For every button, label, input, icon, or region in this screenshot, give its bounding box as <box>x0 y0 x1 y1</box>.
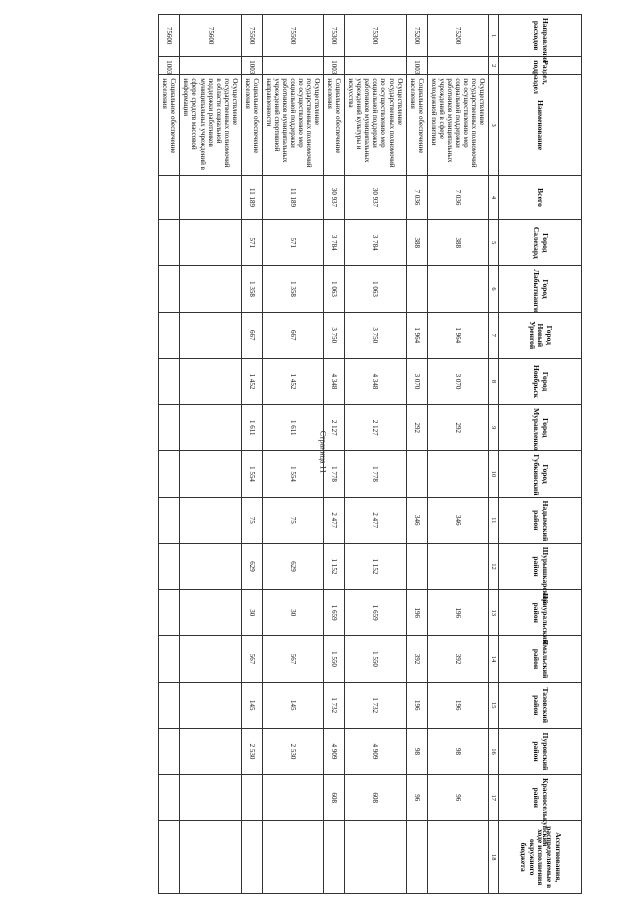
amount-cell <box>262 821 323 894</box>
amount-cell <box>406 543 427 589</box>
amount-cell: 98 <box>427 728 488 774</box>
amount-cell: 1 550 <box>345 636 406 682</box>
amount-cell: 2 530 <box>262 728 323 774</box>
column-number: 14 <box>489 636 499 682</box>
table-row <box>159 15 180 894</box>
column-number: 4 <box>489 175 499 219</box>
amount-cell: 1 611 <box>241 405 262 451</box>
amount-cell: 1 554 <box>262 451 323 497</box>
item-name-cell: Социальное обеспечение населения <box>241 75 262 176</box>
item-name-cell: Осуществление государственных полномочий по осуществлению мер социальной поддержки работников муниципальных учреждений спортивной направленности <box>262 75 323 176</box>
amount-cell <box>180 266 241 312</box>
amount-cell: 2 477 <box>345 497 406 543</box>
amount-cell <box>427 543 488 589</box>
amount-cell: 75 <box>241 497 262 543</box>
amount-cell: 392 <box>427 636 488 682</box>
column-number: 6 <box>489 266 499 312</box>
amount-cell <box>427 266 488 312</box>
amount-cell: 1 778 <box>324 451 345 497</box>
section-code-cell: 1003 <box>324 57 345 75</box>
amount-cell: 1 778 <box>345 451 406 497</box>
expense-code-cell: 75500 <box>262 15 323 57</box>
amount-cell <box>159 312 180 358</box>
amount-cell: 1 611 <box>262 405 323 451</box>
budget-table <box>158 14 582 894</box>
amount-cell <box>159 405 180 451</box>
column-header: Раздел, подраздел <box>499 57 582 75</box>
amount-cell <box>180 590 241 636</box>
column-number: 1 <box>489 15 499 57</box>
amount-cell: 4 348 <box>345 358 406 404</box>
amount-cell <box>159 543 180 589</box>
column-header: Шурышкарский район <box>499 543 582 589</box>
amount-cell: 96 <box>406 775 427 821</box>
amount-cell: 1 550 <box>324 636 345 682</box>
amount-cell: 196 <box>427 682 488 728</box>
amount-cell: 392 <box>406 636 427 682</box>
amount-cell <box>427 821 488 894</box>
amount-cell: 3 784 <box>345 220 406 266</box>
column-number: 13 <box>489 590 499 636</box>
amount-cell <box>180 543 241 589</box>
column-number: 12 <box>489 543 499 589</box>
table-row <box>406 15 427 894</box>
column-number: 8 <box>489 358 499 404</box>
item-name-cell: Социальное обеспечение населения <box>324 75 345 176</box>
expense-code-cell: 75300 <box>324 15 345 57</box>
amount-cell: 1 964 <box>427 312 488 358</box>
column-header: Ямальский район <box>499 636 582 682</box>
amount-cell <box>180 220 241 266</box>
expense-code-cell: 75200 <box>427 15 488 57</box>
amount-cell: 292 <box>427 405 488 451</box>
amount-cell: 3 750 <box>324 312 345 358</box>
section-code-cell: 1003 <box>159 57 180 75</box>
amount-cell: 11 189 <box>262 175 323 219</box>
amount-cell <box>180 497 241 543</box>
amount-cell <box>406 266 427 312</box>
item-name-cell: Осуществление государственных полномочий в области социальной поддержки работников муниципальных учреждений в сфере средств массовой информации <box>180 75 241 176</box>
table-header-row <box>499 15 582 894</box>
amount-cell: 667 <box>241 312 262 358</box>
amount-cell <box>262 775 323 821</box>
amount-cell <box>159 728 180 774</box>
section-code-cell <box>262 57 323 75</box>
amount-cell: 667 <box>262 312 323 358</box>
amount-cell: 346 <box>406 497 427 543</box>
amount-cell: 1 152 <box>324 543 345 589</box>
budget-table-container <box>82 14 582 894</box>
column-number-row <box>489 15 499 894</box>
amount-cell: 96 <box>427 775 488 821</box>
amount-cell: 7 036 <box>406 175 427 219</box>
expense-code-cell: 75600 <box>180 15 241 57</box>
column-header: Пуровский район <box>499 728 582 774</box>
amount-cell <box>180 175 241 219</box>
amount-cell: 608 <box>324 775 345 821</box>
amount-cell: 571 <box>262 220 323 266</box>
amount-cell: 145 <box>241 682 262 728</box>
amount-cell: 196 <box>406 590 427 636</box>
amount-cell <box>180 405 241 451</box>
table-row <box>180 15 241 894</box>
amount-cell: 2 530 <box>241 728 262 774</box>
amount-cell <box>159 821 180 894</box>
column-header: Город Муравленко <box>499 405 582 451</box>
amount-cell: 30 <box>262 590 323 636</box>
item-name-cell: Социальное обеспечение населения <box>406 75 427 176</box>
table-row <box>345 15 406 894</box>
amount-cell <box>159 220 180 266</box>
amount-cell: 2 477 <box>324 497 345 543</box>
column-number: 11 <box>489 497 499 543</box>
amount-cell: 30 937 <box>345 175 406 219</box>
amount-cell: 388 <box>427 220 488 266</box>
amount-cell <box>241 821 262 894</box>
amount-cell <box>180 775 241 821</box>
amount-cell: 4 348 <box>324 358 345 404</box>
item-name-cell: Осуществление государственных полномочий по осуществлению мер социальной поддержки работников муниципальных учреждений культуры и искусства <box>345 75 406 176</box>
amount-cell <box>159 636 180 682</box>
amount-cell: 1 732 <box>345 682 406 728</box>
column-header: Всего <box>499 175 582 219</box>
section-code-cell <box>427 57 488 75</box>
column-header: Направление расходов <box>499 15 582 57</box>
amount-cell <box>159 682 180 728</box>
amount-cell <box>180 728 241 774</box>
amount-cell: 1 964 <box>406 312 427 358</box>
amount-cell: 1 732 <box>324 682 345 728</box>
column-header: Город Новый Уренгой <box>499 312 582 358</box>
amount-cell: 1 152 <box>345 543 406 589</box>
amount-cell <box>159 175 180 219</box>
column-header: Тазовский район <box>499 682 582 728</box>
amount-cell: 4 909 <box>345 728 406 774</box>
amount-cell <box>427 451 488 497</box>
amount-cell: 2 127 <box>324 405 345 451</box>
amount-cell <box>180 821 241 894</box>
amount-cell: 1 452 <box>262 358 323 404</box>
amount-cell: 75 <box>262 497 323 543</box>
expense-code-cell: 75200 <box>406 15 427 57</box>
amount-cell: 388 <box>406 220 427 266</box>
column-header: Город Ноябрьск <box>499 358 582 404</box>
amount-cell: 196 <box>427 590 488 636</box>
column-header: Наименование <box>499 75 582 176</box>
amount-cell <box>159 358 180 404</box>
amount-cell: 3 070 <box>427 358 488 404</box>
section-code-cell: 1003 <box>406 57 427 75</box>
amount-cell <box>159 775 180 821</box>
column-header: Надымский район <box>499 497 582 543</box>
expense-code-cell: 75500 <box>241 15 262 57</box>
amount-cell: 196 <box>406 682 427 728</box>
amount-cell: 567 <box>262 636 323 682</box>
column-number: 17 <box>489 775 499 821</box>
amount-cell: 1 358 <box>241 266 262 312</box>
column-number: 3 <box>489 75 499 176</box>
column-header: Город Губкинский <box>499 451 582 497</box>
column-number: 15 <box>489 682 499 728</box>
column-number: 2 <box>489 57 499 75</box>
column-header: Красноселькупский район <box>499 775 582 821</box>
section-code-cell: 1003 <box>241 57 262 75</box>
amount-cell: 3 750 <box>345 312 406 358</box>
amount-cell: 1 452 <box>241 358 262 404</box>
amount-cell <box>180 636 241 682</box>
item-name-cell: Социальное обеспечение населения <box>159 75 180 176</box>
column-number: 16 <box>489 728 499 774</box>
amount-cell: 1 358 <box>262 266 323 312</box>
amount-cell <box>180 682 241 728</box>
table-row <box>262 15 323 894</box>
page-number-label: Страница 11 <box>318 430 328 474</box>
column-header: Ассигнования, распределяемые в ходе исполнения окружного бюджета <box>499 821 582 894</box>
amount-cell <box>180 358 241 404</box>
amount-cell: 145 <box>262 682 323 728</box>
amount-cell <box>180 451 241 497</box>
item-name-cell: Осуществление государственных полномочий по осуществлению мер социальной поддержки работников муниципальных учреждений в сфере молодежной политики <box>427 75 488 176</box>
column-number: 7 <box>489 312 499 358</box>
amount-cell: 1 659 <box>345 590 406 636</box>
amount-cell: 567 <box>241 636 262 682</box>
amount-cell: 1 659 <box>324 590 345 636</box>
column-number: 9 <box>489 405 499 451</box>
amount-cell: 98 <box>406 728 427 774</box>
amount-cell <box>159 590 180 636</box>
amount-cell: 30 937 <box>324 175 345 219</box>
table-row <box>324 15 345 894</box>
amount-cell: 629 <box>262 543 323 589</box>
table-body <box>159 15 489 894</box>
column-number: 10 <box>489 451 499 497</box>
amount-cell: 2 127 <box>345 405 406 451</box>
amount-cell: 11 189 <box>241 175 262 219</box>
amount-cell <box>241 775 262 821</box>
amount-cell: 1 063 <box>324 266 345 312</box>
column-header: Город Лабытнанги <box>499 266 582 312</box>
amount-cell: 346 <box>427 497 488 543</box>
amount-cell: 4 909 <box>324 728 345 774</box>
amount-cell <box>406 451 427 497</box>
amount-cell <box>180 312 241 358</box>
amount-cell: 571 <box>241 220 262 266</box>
amount-cell: 292 <box>406 405 427 451</box>
amount-cell: 608 <box>345 775 406 821</box>
amount-cell: 30 <box>241 590 262 636</box>
amount-cell <box>159 497 180 543</box>
amount-cell <box>159 451 180 497</box>
amount-cell <box>324 821 345 894</box>
amount-cell: 3 070 <box>406 358 427 404</box>
expense-code-cell: 75300 <box>345 15 406 57</box>
amount-cell <box>159 266 180 312</box>
amount-cell <box>345 821 406 894</box>
expense-code-cell: 75600 <box>159 15 180 57</box>
column-header: Приуральский район <box>499 590 582 636</box>
amount-cell: 629 <box>241 543 262 589</box>
column-header: Город Салехард <box>499 220 582 266</box>
section-code-cell <box>345 57 406 75</box>
table-row <box>241 15 262 894</box>
table-row <box>427 15 488 894</box>
amount-cell <box>406 821 427 894</box>
amount-cell: 7 036 <box>427 175 488 219</box>
column-number: 5 <box>489 220 499 266</box>
amount-cell: 3 784 <box>324 220 345 266</box>
column-number: 18 <box>489 821 499 894</box>
section-code-cell <box>180 57 241 75</box>
amount-cell: 1 063 <box>345 266 406 312</box>
amount-cell: 1 554 <box>241 451 262 497</box>
